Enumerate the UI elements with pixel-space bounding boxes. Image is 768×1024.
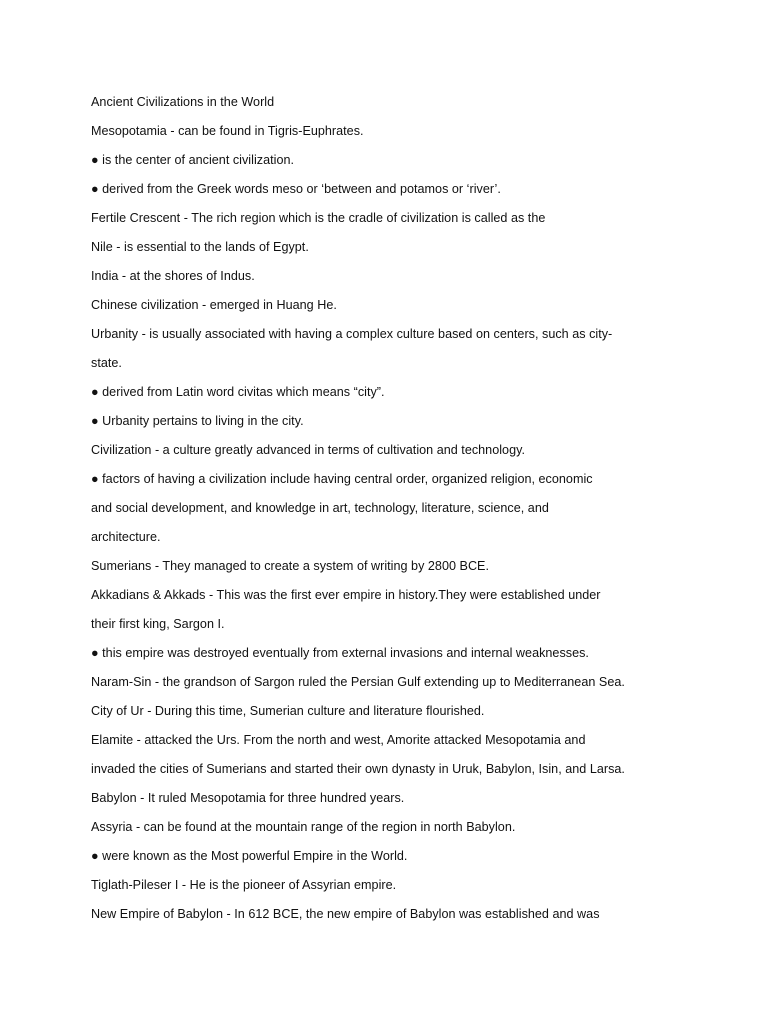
bullet-line: ● Urbanity pertains to living in the city. bbox=[91, 414, 304, 428]
text-line: India - at the shores of Indus. bbox=[91, 269, 255, 283]
text-line: state. bbox=[91, 356, 122, 370]
bullet-line: ● this empire was destroyed eventually from external invasions and internal weaknesses. bbox=[91, 646, 589, 660]
document-body bbox=[91, 91, 731, 932]
text-line: Fertile Crescent - The rich region which is the cradle of civilization is called as the bbox=[91, 211, 546, 225]
bullet-line: ● derived from Latin word civitas which means “city”. bbox=[91, 385, 385, 399]
bullet-line: ● is the center of ancient civilization. bbox=[91, 153, 295, 167]
bullet-line: ● were known as the Most powerful Empire in the World. bbox=[91, 849, 408, 863]
text-line: Babylon - It ruled Mesopotamia for three hundred years. bbox=[91, 791, 405, 805]
text-line: Assyria - can be found at the mountain range of the region in north Babylon. bbox=[91, 820, 516, 834]
text-line: invaded the cities of Sumerians and started their own dynasty in Uruk, Babylon, Isin, and Larsa. bbox=[91, 762, 625, 776]
text-line: Chinese civilization - emerged in Huang He. bbox=[91, 298, 337, 312]
bullet-line: ● factors of having a civilization include having central order, organized religion, economic bbox=[91, 472, 593, 486]
bullet-line: ● derived from the Greek words meso or ‘between and potamos or ‘river’. bbox=[91, 182, 501, 196]
text-line: City of Ur - During this time, Sumerian culture and literature flourished. bbox=[91, 704, 485, 718]
document-title: Ancient Civilizations in the World bbox=[91, 95, 275, 109]
text-line: their first king, Sargon I. bbox=[91, 617, 225, 631]
text-line: Tiglath-Pileser I - He is the pioneer of Assyrian empire. bbox=[91, 878, 397, 892]
text-line: Sumerians - They managed to create a system of writing by 2800 BCE. bbox=[91, 559, 489, 573]
text-line: Civilization - a culture greatly advanced in terms of cultivation and technology. bbox=[91, 443, 525, 457]
text-line: Urbanity - is usually associated with having a complex culture based on centers, such as city- bbox=[91, 327, 613, 341]
text-line: and social development, and knowledge in art, technology, literature, science, and bbox=[91, 501, 549, 515]
text-line: New Empire of Babylon - In 612 BCE, the new empire of Babylon was established and was bbox=[91, 907, 600, 921]
text-line: Nile - is essential to the lands of Egypt. bbox=[91, 240, 309, 254]
text-line: Mesopotamia - can be found in Tigris-Euphrates. bbox=[91, 124, 364, 138]
text-line: Akkadians & Akkads - This was the first ever empire in history.They were established under bbox=[91, 588, 601, 602]
text-line: Naram-Sin - the grandson of Sargon ruled the Persian Gulf extending up to Mediterranean Sea. bbox=[91, 675, 625, 689]
text-line: architecture. bbox=[91, 530, 161, 544]
text-line: Elamite - attacked the Urs. From the north and west, Amorite attacked Mesopotamia and bbox=[91, 733, 586, 747]
